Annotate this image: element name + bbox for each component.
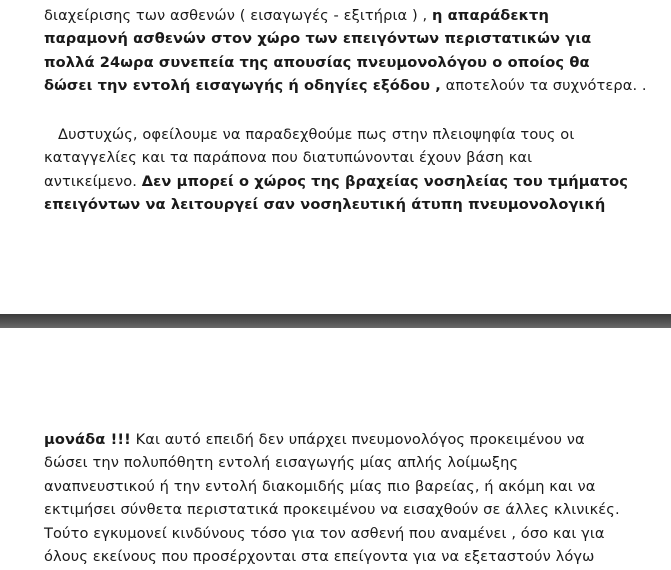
text-line: πολλά 24ωρα συνεπεία της απουσίας πνευμονολόγου ο οποίος θα [44, 53, 590, 71]
text-line: παραμονή ασθενών στον χώρο των επειγόντων περιστατικών για [44, 30, 592, 48]
bold-text-run: Δεν μπορεί ο χώρος της βραχείας νοσηλείας του τμήματος [141, 172, 628, 190]
text-line: καταγγελίες και τα παράπονα που διατυπώνονται έχουν βάση και [44, 149, 533, 167]
bold-text-run: δώσει την εντολή εισαγωγής ή οδηγίες εξόδου , [44, 77, 441, 95]
text-line: όλους εκείνους που προσέρχονται στα επείγοντα για να εξεταστούν λόγω [44, 548, 595, 566]
text-line: εκτιμήσει σύνθετα περιστατικά προκειμένου να εισαχθούν σε άλλες κλινικές. [44, 501, 620, 519]
text-line: Τούτο εγκυμονεί κινδύνους τόσο για τον ασθενή που αναμένει , όσο και για [44, 524, 605, 542]
top-paragraph-2 [44, 123, 664, 217]
bottom-page [0, 328, 671, 570]
text-line [44, 4, 664, 27]
text-run: διαχείρισης των ασθενών ( εισαγωγές - εξιτήρια ) , [44, 7, 432, 24]
text-line: επειγόντων να λειτουργεί σαν νοσηλευτική άτυπη πνευμονολογική [44, 196, 606, 214]
page-separator [0, 314, 671, 328]
bold-text-run: η απαράδεκτη [432, 7, 549, 24]
text-run: αντικείμενο. [44, 172, 142, 190]
text-line [44, 428, 664, 451]
text-line: αναπνευστικού ή την εντολή διακομιδής μίας πιο βαρείας, ή ακόμη και να [44, 477, 596, 495]
text-line [44, 170, 664, 193]
bottom-paragraph-1 [44, 428, 664, 568]
text-line [44, 74, 664, 97]
text-run: Και αυτό επειδή δεν υπάρχει πνευμονολόγος προκειμένου να [130, 431, 585, 448]
top-paragraph-1 [44, 4, 664, 98]
text-run: αποτελούν τα συχνότερα. . [440, 77, 647, 95]
text-line: δώσει την πολυπόθητη εντολή εισαγωγής μίας απλής λοίμωξης [44, 454, 519, 472]
bold-text-run: μονάδα !!! [44, 431, 131, 448]
text-line: Δυστυχώς, οφείλουμε να παραδεχθούμε πως στην πλειοψηφία τους οι [58, 126, 575, 143]
